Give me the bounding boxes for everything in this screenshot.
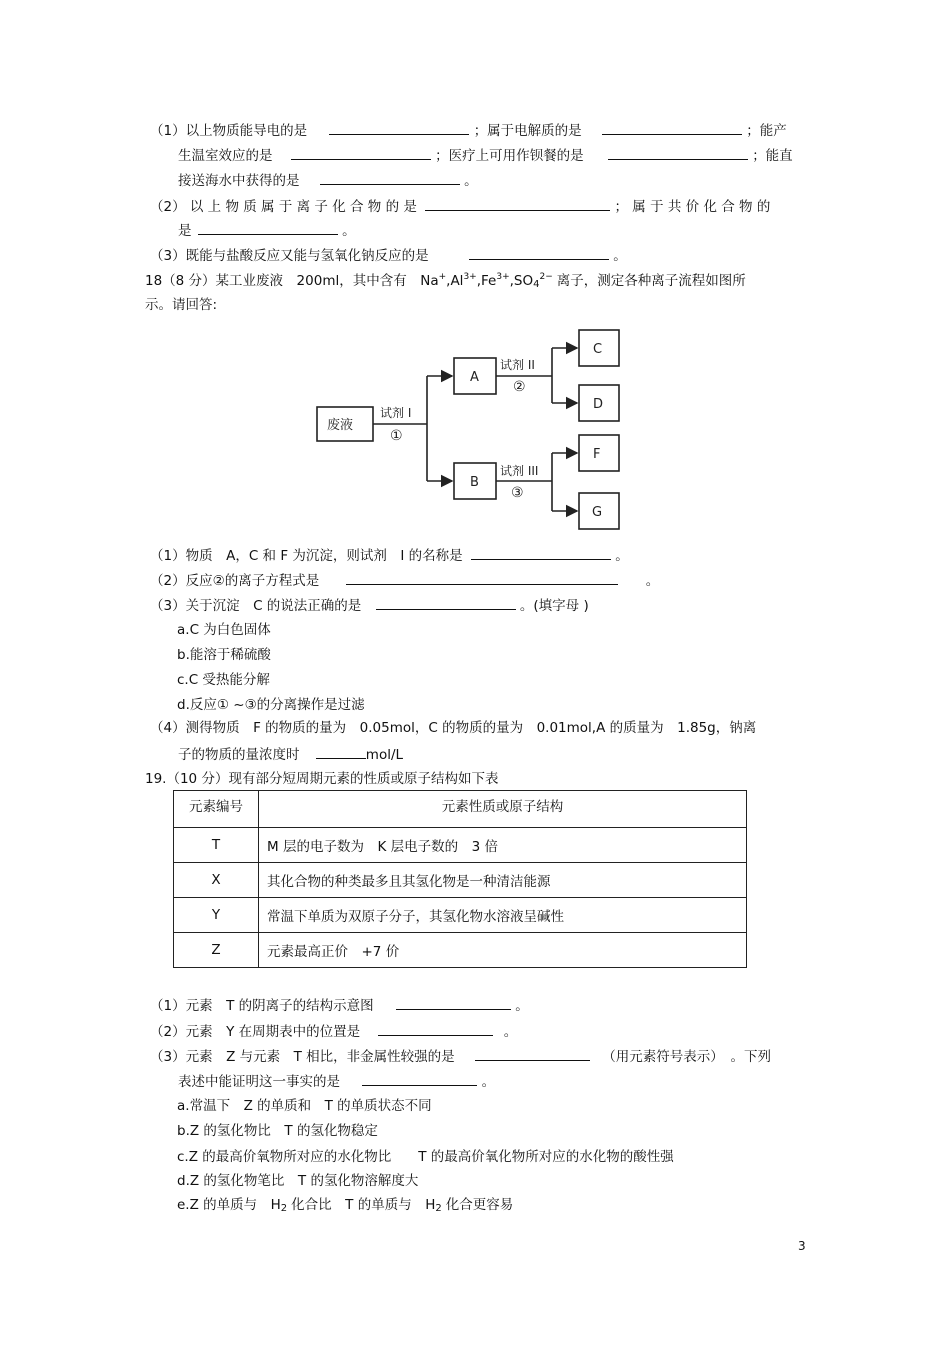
q17-p1-text: ；能直 [752, 148, 793, 164]
q19-sub2 [150, 1021, 517, 1041]
answer-blank[interactable] [320, 170, 460, 185]
q18-option-d: d.反应① ~③的分离操作是过滤 [177, 697, 365, 713]
table-row [174, 933, 747, 968]
flow-label-d: D [593, 397, 604, 412]
table-row [174, 898, 747, 933]
page-number: 3 [798, 1239, 806, 1253]
q18-sub3 [150, 595, 589, 615]
q18-head-text: 示。请回答: [145, 297, 218, 313]
q17-p2-text: （2） 以 上 物 质 属 于 离 子 化 合 物 的 是 [150, 199, 417, 215]
q17-p1-text: ；属于电解质的是 [473, 123, 582, 139]
flow-label-step3: ③ [511, 485, 524, 501]
answer-blank[interactable] [362, 1071, 477, 1086]
q19-opt-e-text: e.Z 的单质与 H [177, 1197, 281, 1213]
q19-sub1 [150, 995, 529, 1015]
q18-heading [145, 272, 746, 290]
q18-sub1 [150, 545, 629, 565]
q19-option-e [177, 1196, 513, 1214]
q17-p1-text: 接送海水中获得的是 [178, 173, 300, 189]
q17-part3 [150, 245, 627, 265]
q19-heading: 19.（10 分）现有部分短周期元素的性质或原子结构如下表 [145, 771, 499, 787]
answer-blank[interactable] [425, 196, 610, 211]
q18-head-text: 离子，测定各种离子流程如图所 [556, 273, 746, 289]
q18-s1-text: （1）物质 A，C 和 F 为沉淀，则试剂 I 的名称是 [150, 548, 463, 564]
q18-s4-text: 子的物质的量浓度时 [178, 747, 300, 763]
ion-charge: 3+ [463, 272, 477, 282]
answer-blank[interactable] [291, 145, 431, 160]
element-table [173, 790, 747, 968]
answer-blank[interactable] [316, 744, 366, 759]
flow-label-b: B [470, 475, 479, 490]
q19-s3-text: 表述中能证明这一事实的是 [178, 1074, 340, 1090]
flow-label-a: A [470, 370, 479, 385]
answer-blank[interactable] [469, 245, 609, 260]
q19-option-b: b.Z 的氢化物比 T 的氢化物稳定 [177, 1123, 378, 1139]
q19-sub3-line1 [150, 1046, 771, 1066]
table-cell-description: 常温下单质为双原子分子，其氢化物水溶液呈碱性 [259, 898, 747, 933]
table-header-row [174, 791, 747, 828]
q18-head-text: 18（8 分）某工业废液 200ml，其中含有 Na [145, 273, 439, 289]
q18-s2-text: （2）反应②的离子方程式是 [150, 573, 320, 589]
q17-p1-text: （1）以上物质能导电的是 [150, 123, 308, 139]
flow-connector [496, 453, 552, 511]
q19-s3-text: 。 [481, 1074, 496, 1090]
q19-option-c: c.Z 的最高价氧物所对应的水化物比 T 的最高价氧化物所对应的水化物的酸性强 [177, 1149, 674, 1165]
ion-charge: 3+ [496, 272, 510, 282]
answer-blank[interactable] [475, 1046, 590, 1061]
q18-s3-text: （3）关于沉淀 C 的说法正确的是 [150, 598, 362, 614]
answer-blank[interactable] [396, 995, 511, 1010]
flow-label-f: F [593, 447, 601, 462]
ion-subscript: 4 [533, 279, 540, 290]
table-cell-element: T [174, 828, 259, 863]
q18-sub2 [150, 570, 659, 590]
q18-sub4-line2 [178, 744, 403, 764]
table-cell-element: Y [174, 898, 259, 933]
table-row [174, 828, 747, 863]
q17-part2-line1 [150, 196, 770, 216]
flow-label-waste: 废液 [327, 418, 354, 433]
ion-text: ,Al [446, 273, 464, 289]
q17-p3-text: （3）既能与盐酸反应又能与氢氧化钠反应的是 [150, 248, 429, 264]
q19-sub3-line2 [178, 1071, 495, 1091]
q19-s2-text: （2）元素 Y 在周期表中的位置是 [150, 1024, 361, 1040]
flow-label-reagent1: 试剂 I [380, 406, 412, 420]
q17-p1-text: 生温室效应的是 [178, 148, 273, 164]
q17-part1-line2 [178, 145, 793, 165]
q18-s4-unit: mol/L [365, 747, 404, 763]
table-header-cell: 元素编号 [174, 791, 259, 828]
q19-opt-e-text: 化合比 T 的单质与 H [291, 1197, 436, 1213]
q19-s3-text: （用元素符号表示） 。下列 [602, 1049, 772, 1065]
answer-blank[interactable] [608, 145, 748, 160]
ion-charge: + [438, 272, 447, 282]
q19-opt-e-text: 化合更容易 [445, 1197, 514, 1213]
q17-p2-text: 。 [342, 223, 356, 239]
separation-flowchart [312, 325, 632, 535]
q18-option-b: b.能溶于稀硫酸 [177, 647, 271, 663]
q18-option-a: a.C 为白色固体 [177, 622, 271, 638]
table-row [174, 863, 747, 898]
flow-label-c: C [593, 342, 603, 357]
answer-blank[interactable] [346, 570, 618, 585]
q19-option-d: d.Z 的氢化物笔比 T 的氢化物溶解度大 [177, 1173, 419, 1189]
q17-p1-text: ；能产 [746, 123, 787, 139]
q19-s3-text: （3）元素 Z 与元素 T 相比，非金属性较强的是 [150, 1049, 455, 1065]
q18-option-c: c.C 受热能分解 [177, 672, 270, 688]
table-cell-element: Z [174, 933, 259, 968]
ion-text: ,SO [509, 273, 534, 289]
q18-s2-text: 。 [645, 573, 660, 589]
q17-p2-text: 是 [178, 223, 192, 239]
subscript: 2 [435, 1203, 442, 1214]
answer-blank[interactable] [471, 545, 611, 560]
q17-p2-text: ； 属 于 共 价 化 合 物 的 [614, 199, 771, 215]
flow-label-reagent3: 试剂 III [500, 464, 539, 478]
table-cell-element: X [174, 863, 259, 898]
q17-p3-text: 。 [613, 248, 627, 264]
q17-p1-text: ；医疗上可用作钡餐的是 [435, 148, 584, 164]
answer-blank[interactable] [378, 1021, 493, 1036]
q18-sub4-line1: （4）测得物质 F 的物质的量为 0.05mol，C 的物质的量为 0.01mol,A 的质量为 1.85g，钠离 [150, 720, 757, 736]
q19-s2-text: 。 [503, 1024, 518, 1040]
flow-label-reagent2: 试剂 II [500, 358, 535, 372]
answer-blank[interactable] [329, 120, 469, 135]
table-header-cell: 元素性质或原子结构 [259, 791, 747, 828]
table-cell-description: 元素最高正价 +7 价 [259, 933, 747, 968]
q17-part1-line3 [178, 170, 478, 190]
q18-heading-line2 [145, 296, 217, 314]
q18-s1-text: 。 [615, 548, 629, 564]
q17-part1-line1 [150, 120, 787, 140]
table-cell-description: 其化合物的种类最多且其氢化物是一种清洁能源 [259, 863, 747, 898]
subscript: 2 [280, 1203, 288, 1214]
q17-p1-text: 。 [464, 173, 478, 189]
ion-text: ,Fe [476, 273, 497, 289]
flow-label-g: G [592, 505, 603, 520]
table-cell-description: M 层的电子数为 K 层电子数的 3 倍 [259, 828, 747, 863]
q18-s3-text: 。(填字母 ) [519, 598, 589, 614]
answer-blank[interactable] [376, 595, 516, 610]
flow-label-step1: ① [390, 428, 403, 444]
answer-blank[interactable] [602, 120, 742, 135]
answer-blank[interactable] [198, 220, 338, 235]
q19-s1-text: 。 [515, 998, 529, 1014]
flow-label-step2: ② [513, 379, 526, 395]
q19-s1-text: （1）元素 T 的阴离子的结构示意图 [150, 998, 374, 1014]
q17-part2-line2 [178, 220, 356, 240]
q19-option-a: a.常温下 Z 的单质和 T 的单质状态不同 [177, 1098, 432, 1114]
ion-charge: 2− [539, 272, 553, 282]
